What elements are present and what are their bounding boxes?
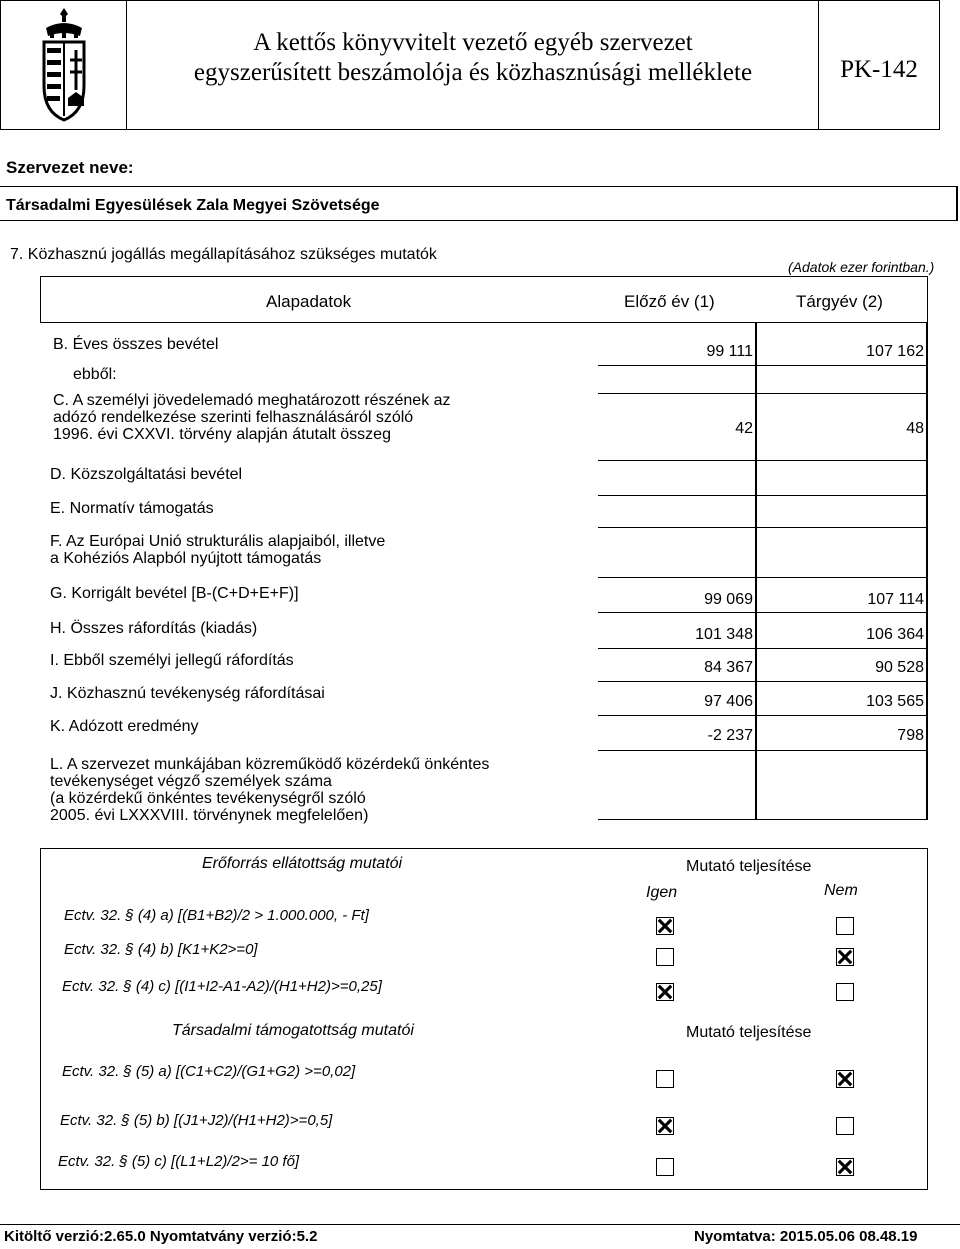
row-value-curr: 107 162 (866, 343, 924, 360)
row-label: I. Ebből személyi jellegű ráfordítás (50, 652, 294, 669)
form-code: PK-142 (840, 56, 918, 83)
divider (40, 848, 41, 1190)
divider (598, 750, 928, 751)
divider (598, 648, 928, 649)
row-label: K. Adózott eredmény (50, 718, 199, 735)
footer-version: Kitöltő verzió:2.65.0 Nyomtatvány verzió:5.2 (4, 1228, 318, 1245)
no-checkbox-empty[interactable] (836, 917, 854, 935)
social-perf-title: Mutató teljesítése (686, 1024, 812, 1041)
checkbox-checked-icon (657, 1118, 673, 1134)
social-item-label: Ectv. 32. § (5) b) [(J1+J2)/(H1+H2)>=0,5] (60, 1112, 333, 1129)
header-title-line2: egyszerűsített beszámolója és közhasznúsági melléklete (193, 59, 753, 86)
yes-checkbox-checked[interactable] (656, 983, 674, 1001)
divider (927, 848, 928, 1190)
checkbox-checked-icon (657, 918, 673, 934)
section-title: 7. Közhasznú jogállás megállapításához szükséges mutatók (10, 246, 437, 263)
row-value-prev: 99 069 (704, 591, 753, 608)
divider (0, 220, 958, 221)
yes-checkbox-empty[interactable] (656, 948, 674, 966)
row-value-curr: 798 (897, 727, 924, 744)
no-checkbox-checked[interactable] (836, 1070, 854, 1088)
resources-top-border (40, 848, 928, 849)
col-header-curr: Tárgyév (2) (796, 292, 883, 311)
row-value-prev: 42 (735, 420, 753, 437)
divider (598, 681, 928, 682)
col-header-base: Alapadatok (266, 292, 352, 311)
resource-item-label: Ectv. 32. § (4) c) [(I1+I2-A1-A2)/(H1+H2)>=0,25] (62, 978, 382, 995)
unit-note: (Adatok ezer forintban.) (788, 259, 935, 275)
row-value-curr: 48 (906, 420, 924, 437)
yes-checkbox-checked[interactable] (656, 917, 674, 935)
yes-checkbox-empty[interactable] (656, 1158, 674, 1176)
checkbox-checked-icon (657, 984, 673, 1000)
checkbox-checked-icon (837, 949, 853, 965)
resource-item-label: Ectv. 32. § (4) a) [(B1+B2)/2 > 1.000.000, - Ft] (64, 907, 369, 924)
row-value-prev: 101 348 (695, 626, 753, 643)
row-value-curr: 90 528 (875, 659, 924, 676)
row-value-prev: -2 237 (707, 727, 753, 744)
resource-item-label: Ectv. 32. § (4) b) [K1+K2>=0] (64, 941, 258, 958)
row-label: ebből: (73, 366, 117, 383)
divider (926, 322, 928, 820)
divider (598, 393, 928, 394)
divider (40, 322, 928, 323)
social-title: Társadalmi támogatottság mutatói (172, 1022, 414, 1039)
coat-of-arms-icon (38, 6, 90, 124)
divider (598, 460, 928, 461)
row-value-prev: 84 367 (704, 659, 753, 676)
resources-bottom-border (40, 1189, 928, 1190)
row-value-curr: 107 114 (867, 591, 924, 608)
row-label: G. Korrigált bevétel [B-(C+D+E+F)] (50, 585, 299, 602)
divider (598, 715, 928, 716)
org-name-value: Társadalmi Egyesülések Zala Megyei Szövetsége (6, 197, 380, 214)
yes-checkbox-checked[interactable] (656, 1117, 674, 1135)
divider (40, 276, 41, 323)
row-label: J. Közhasznú tevékenység ráfordításai (50, 685, 325, 702)
social-item-label: Ectv. 32. § (5) c) [(L1+L2)/2>= 10 fő] (58, 1153, 300, 1170)
resources-perf-title: Mutató teljesítése (686, 858, 812, 875)
row-value-curr: 103 565 (866, 693, 924, 710)
col-header-prev: Előző év (1) (624, 292, 715, 311)
resources-title: Erőforrás ellátottság mutatói (202, 855, 403, 872)
checkbox-checked-icon (837, 1071, 853, 1087)
divider (0, 186, 958, 187)
row-label: B. Éves összes bevétel (53, 336, 219, 353)
divider (598, 819, 928, 820)
header-title-line1: A kettős könyvvitelt vezető egyéb szervezet (253, 29, 693, 56)
table-top-border (40, 276, 928, 277)
divider (598, 527, 928, 528)
header-divider-left (126, 0, 127, 130)
header-divider-right (818, 0, 819, 130)
yes-checkbox-empty[interactable] (656, 1070, 674, 1088)
footer-printed: Nyomtatva: 2015.05.06 08.48.19 (694, 1228, 918, 1245)
row-label: H. Összes ráfordítás (kiadás) (50, 620, 258, 637)
social-item-label: Ectv. 32. § (5) a) [(C1+C2)/(G1+G2) >=0,02] (62, 1063, 356, 1080)
row-value-prev: 97 406 (704, 693, 753, 710)
no-checkbox-checked[interactable] (836, 1158, 854, 1176)
row-label: D. Közszolgáltatási bevétel (50, 466, 243, 483)
divider (956, 186, 958, 220)
row-value-prev: 99 111 (706, 343, 753, 360)
row-value-curr: 106 364 (866, 626, 924, 643)
divider (598, 577, 928, 578)
divider (598, 612, 928, 613)
divider (598, 495, 928, 496)
row-label: F. Az Európai Unió strukturális alapjaiból, illetve a Kohéziós Alapból nyújtott támogatás (50, 533, 386, 567)
no-checkbox-checked[interactable] (836, 948, 854, 966)
no-label: Nem (824, 882, 858, 899)
row-label: L. A szervezet munkájában közreműködő közérdekű önkéntes tevékenységet végző személyek száma (a közérdekű önkéntes tevékenységről szóló 2005. évi LXXXVIII. törvénynek megfelelően) (50, 756, 490, 824)
row-label: C. A személyi jövedelemadó meghatározott részének az adózó rendelkezése szerinti felhasználásáról szóló 1996. évi CXXVI. törvény alapján átutalt összeg (53, 392, 451, 443)
divider (927, 276, 928, 323)
org-name-label: Szervezet neve: (6, 158, 134, 177)
divider (755, 322, 757, 820)
divider (598, 365, 928, 366)
yes-label: Igen (646, 884, 678, 901)
footer-divider (0, 1224, 960, 1225)
checkbox-checked-icon (837, 1159, 853, 1175)
header-title (130, 28, 816, 88)
no-checkbox-empty[interactable] (836, 983, 854, 1001)
no-checkbox-empty[interactable] (836, 1117, 854, 1135)
row-label: E. Normatív támogatás (50, 500, 214, 517)
